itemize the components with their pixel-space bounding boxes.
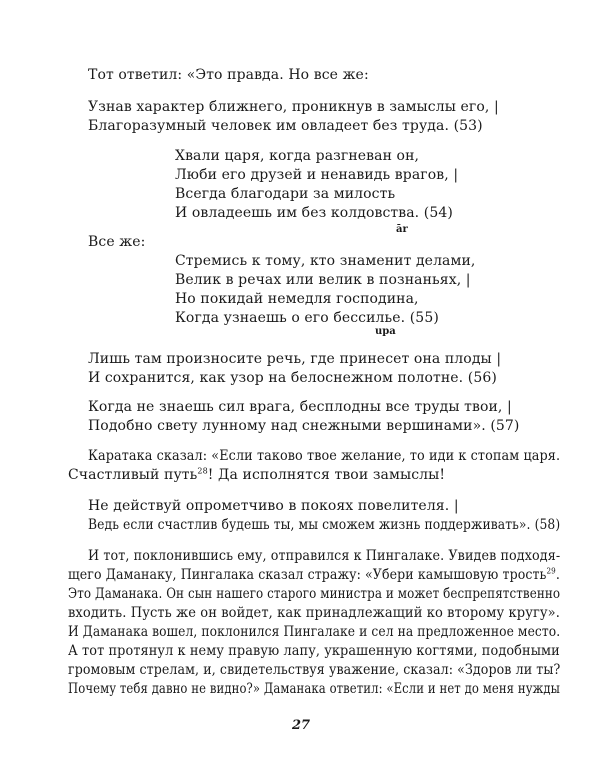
prose-line-3: Это Даманака. Он сын нашего старого министра и может беспрепятственно [68, 586, 561, 602]
verse-53-line-2: Благоразумный человек им овладеет без труда. (53) [88, 118, 483, 134]
verse-54-line-2: Люби его друзей и ненавидь врагов, | [175, 167, 459, 183]
prose-line-5: И Даманака вошел, поклонился Пингалаке и сел на предложенное место. [68, 624, 561, 640]
note-upa: upa [375, 326, 396, 337]
intro-line: Тот ответил: «Это правда. Но все же: [88, 67, 369, 83]
verse-56-line-2: И сохранится, как узор на белоснежном полотне. (56) [88, 370, 497, 386]
verse-55-line-4: Когда узнаешь о его бессилье. (55) [175, 310, 439, 326]
karataka-line-2-a: Счастливый путь [68, 467, 198, 483]
prose-line-7: громовым стрелам, и, свидетельствуя уважение, сказал: «Здоров ли ты? [68, 662, 561, 678]
page-number: 27 [292, 718, 311, 733]
prose-line-2 [68, 566, 560, 584]
verse-55-line-2: Велик в речах или велик в познаньях, | [175, 272, 471, 288]
karataka-line-2 [68, 466, 445, 484]
verse-55-line-3: Но покидай немедля господина, [175, 291, 419, 307]
karataka-line-1: Каратака сказал: «Если таково твое желание, то иди к стопам царя. [88, 448, 561, 464]
vse-zhe-label: Все же: [88, 234, 146, 250]
prose-line-1: И тот, поклонившись ему, отправился к Пингалаке. Увидев подходя- [88, 548, 561, 564]
verse-54-line-4: И овладеешь им без колдовства. (54) [175, 205, 453, 221]
verse-57-line-2: Подобно свету лунному над снежными вершинами». (57) [88, 418, 520, 434]
verse-54-line-3: Всегда благодари за милость [175, 186, 396, 202]
verse-57-line-1: Когда не знаешь сил врага, бесплодны все труды твои, | [88, 399, 512, 415]
prose-line-8: Почему тебя давно не видно?» Даманака ответил: «Если и нет до меня нужды [68, 681, 561, 697]
verse-56-line-1: Лишь там произносите речь, где принесет она плоды | [88, 351, 502, 367]
prose-line-4: входить. Пусть же он войдет, как принадлежащий ко второму кругу». [68, 605, 560, 621]
prose-line-6: А тот протянул к нему правую лапу, украшенную когтями, подобными [68, 643, 560, 659]
footnote-28: 28 [197, 466, 208, 476]
prose-line-2-b: . [555, 567, 560, 583]
verse-58-line-2: Ведь если счастлив будешь ты, мы сможем жизнь поддерживать». (58) [88, 517, 561, 533]
verse-54-line-1: Хвали царя, когда разгневан он, [175, 148, 420, 164]
verse-58-line-1: Не действуй опрометчиво в покоях повелителя. | [88, 498, 459, 514]
verse-55-line-1: Стремись к тому, кто знаменит делами, [175, 253, 476, 269]
karataka-line-2-b: ! Да исполнятся твои замыслы! [207, 467, 446, 483]
note-ar: ār [396, 224, 408, 235]
verse-53-line-1: Узнав характер ближнего, проникнув в замыслы его, | [88, 99, 499, 115]
footnote-29: 29 [546, 566, 556, 576]
prose-line-2-a: щего Даманаку, Пингалака сказал стражу: «Убери камышовую трость [68, 567, 547, 583]
